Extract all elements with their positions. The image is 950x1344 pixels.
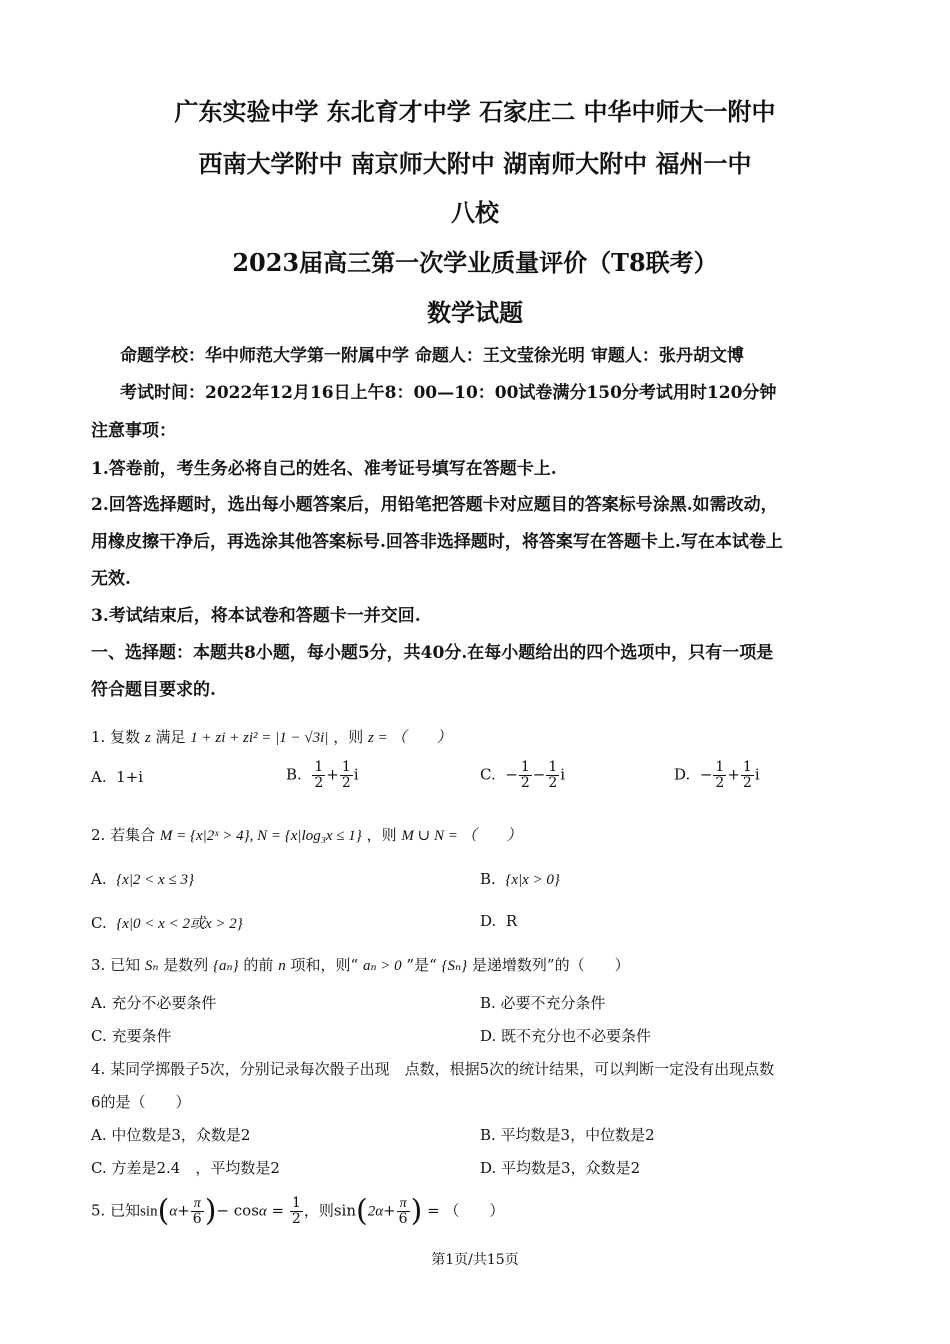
- notice-item-1: 1.答卷前，考生务必将自己的姓名、准考证号填写在答题卡上.: [91, 459, 557, 479]
- q2-tail2: M ∪ N = （ ）: [401, 828, 522, 844]
- q1-option-b[interactable]: B. $\frac{1}{2}$ + $\frac{1}{2}$ i: [286, 759, 359, 791]
- q1-c-frac-1: $\frac{1}{2}$: [520, 759, 530, 791]
- q1-a-value: 1+i: [116, 768, 144, 786]
- q3-option-a[interactable]: A. 充分不必要条件: [91, 994, 217, 1012]
- q5-frac-half: $\frac{1}{2}$: [291, 1195, 301, 1227]
- q2-option-a[interactable]: A. {x|2 < x ≤ 3}: [91, 870, 194, 888]
- question-3: 3. 已知 Sₙ 是数列 {aₙ} 的前 n 项和，则“ aₙ > 0 ”是“ {Sₙ} 是递增数列”的（ ）: [91, 956, 630, 974]
- q1-option-a[interactable]: [91, 768, 143, 786]
- q4-option-a[interactable]: A. 中位数是3，众数是2: [91, 1126, 251, 1144]
- q1-option-d[interactable]: D. − $\frac{1}{2}$ + $\frac{1}{2}$ i: [674, 759, 760, 791]
- q1-prefix: 1. 复数: [91, 728, 141, 746]
- q1-b-frac-1: $\frac{1}{2}$: [314, 759, 324, 791]
- subject-title: 数学试题: [427, 298, 523, 327]
- q2-option-c[interactable]: C. {x|0 < x < 2或x > 2}: [91, 914, 243, 932]
- notice-item-2-line-2: 用橡皮擦干净后，再选涂其他答案标号.回答非选择题时，将答案写在答题卡上.写在本试卷上: [91, 532, 783, 552]
- q2-option-d[interactable]: D. R: [480, 912, 518, 930]
- header-line-1: 广东实验中学 东北育才中学 石家庄二 中华中师大一附中: [174, 97, 776, 126]
- notice-item-3: 3.考试结束后，将本试卷和答题卡一并交回.: [91, 606, 421, 626]
- header-line-3: 八校: [451, 198, 499, 227]
- q1-option-c[interactable]: C. − $\frac{1}{2}$ − $\frac{1}{2}$ i: [480, 759, 566, 791]
- q2-sets: M = {x|2ˣ > 4}, N = {x|log₃x ≤ 1}: [159, 828, 362, 844]
- question-4-line-2: 6的是（ ）: [91, 1093, 191, 1111]
- q1-d-frac-1: $\frac{1}{2}$: [715, 759, 725, 791]
- q3-option-c[interactable]: C. 充要条件: [91, 1027, 172, 1045]
- q3-option-b[interactable]: B. 必要不充分条件: [480, 994, 606, 1012]
- q4-option-d[interactable]: D. 平均数是3，众数是2: [480, 1159, 641, 1177]
- header-line-2: 西南大学附中 南京师大附中 湖南师大附中 福州一中: [198, 149, 752, 178]
- q1-condition: 1 + zi + zi² = |1 − √3i|: [190, 730, 329, 746]
- q4-option-b[interactable]: B. 平均数是3，中位数是2: [480, 1126, 655, 1144]
- exam-time: 考试时间：2022年12月16日上午8：00—10：00试卷满分150分考试用时120分钟: [120, 383, 777, 403]
- q2-option-b[interactable]: B. {x|x > 0}: [480, 870, 560, 888]
- q1-b-frac-2: $\frac{1}{2}$: [341, 759, 351, 791]
- q1-tail: ，则: [333, 728, 364, 746]
- section-1-line-2: 符合题目要求的.: [91, 680, 216, 700]
- q1-var: z: [144, 730, 151, 746]
- notice-item-2-line-1: 2.回答选择题时，选出每小题答案后，用铅笔把答题卡对应题目的答案标号涂黑.如需改动，: [91, 495, 778, 515]
- notice-item-2-line-3: 无效.: [91, 569, 131, 589]
- q1-c-label: C.: [480, 765, 496, 784]
- exam-title: 2023届高三第一次学业质量评价（T8联考）: [232, 248, 718, 277]
- q5-frac-pi-6-a: $\frac{\pi}{6}$: [192, 1196, 202, 1227]
- q1-d-frac-2: $\frac{1}{2}$: [742, 759, 752, 791]
- question-4-line-1: 4. 某同学掷骰子5次，分别记录每次骰子出现 点数，根据5次的统计结果，可以判断一定没有出现点数: [91, 1060, 775, 1078]
- q2-tail: ，则: [366, 826, 397, 844]
- q1-mid: 满足: [155, 728, 186, 746]
- question-5: 5. 已知sin(α+ $\frac{\pi}{6}$ )− cosα = $\frac{1}{2}$ ，则sin(2α+ $\frac{\pi}{6}$ ) = （ ）: [91, 1193, 505, 1229]
- q3-option-d[interactable]: D. 既不充分也不必要条件: [480, 1027, 652, 1045]
- page-footer: 第1页/共15页: [431, 1252, 519, 1268]
- q1-d-label: D.: [674, 765, 691, 784]
- q4-option-c[interactable]: C. 方差是2.4 ，平均数是2: [91, 1159, 280, 1177]
- q1-a-label: A.: [91, 768, 107, 786]
- section-1-line-1: 一、选择题：本题共8小题，每小题5分，共40分.在每小题给出的四个选项中，只有一项是: [91, 643, 774, 663]
- question-2: [91, 824, 522, 845]
- q1-c-frac-2: $\frac{1}{2}$: [548, 759, 558, 791]
- question-1: [91, 726, 452, 747]
- exam-authors: 命题学校：华中师范大学第一附属中学 命题人：王文莹徐光明 审题人：张丹胡文博: [120, 346, 744, 366]
- q1-tail2: z = （ ）: [368, 730, 452, 746]
- q5-frac-pi-6-b: $\frac{\pi}{6}$: [398, 1196, 408, 1227]
- notice-title: 注意事项：: [91, 421, 176, 441]
- q2-prefix: 2. 若集合: [91, 826, 156, 844]
- q1-b-label: B.: [286, 765, 302, 784]
